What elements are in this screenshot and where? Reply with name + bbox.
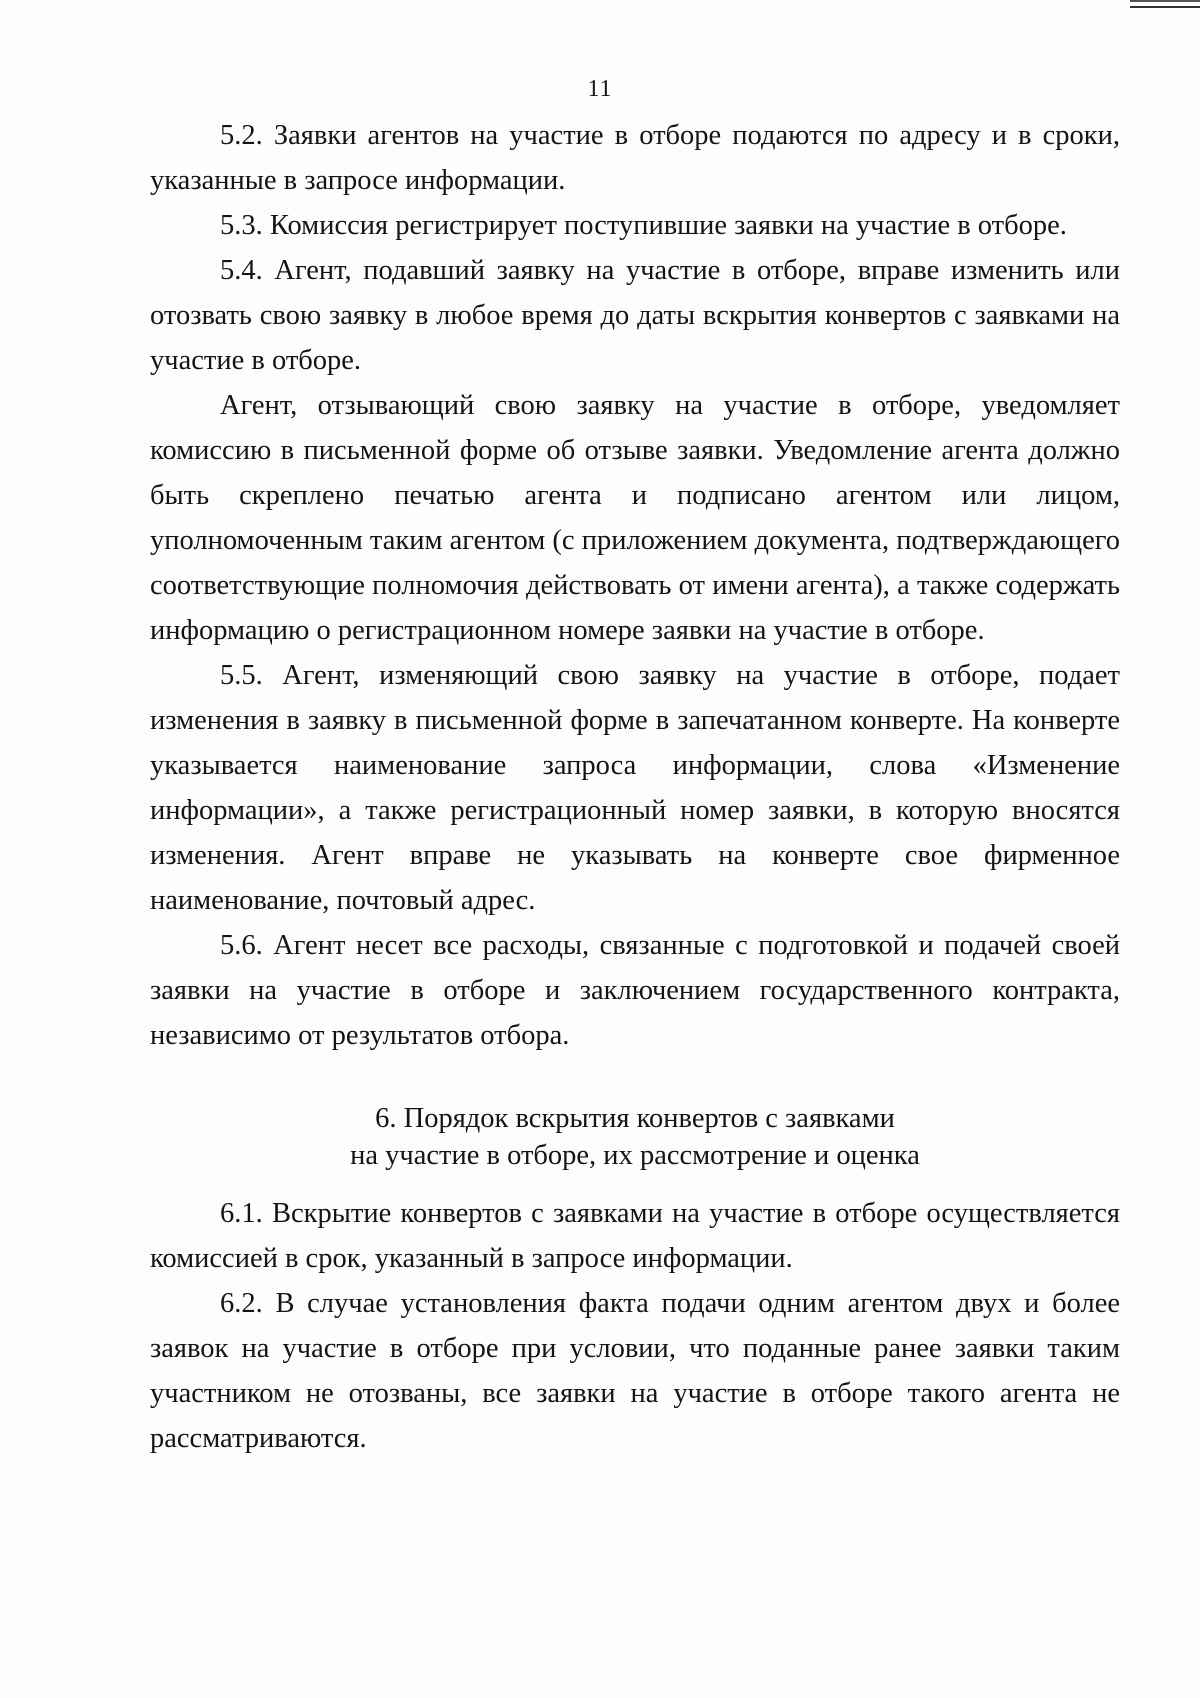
section-heading (150, 1100, 1120, 1174)
section-heading-line-2: на участие в отборе, их рассмотрение и оценка (350, 1140, 920, 1171)
paragraph-6-2: 6.2. В случае установления факта подачи одним агентом двух и более заявок на участие в отборе при условии, что поданные ранее заявки таким участником не отозваны, все заявки на участие в отборе такого агента не рассматриваются. (150, 1288, 1120, 1454)
paragraph-5-6: 5.6. Агент несет все расходы, связанные с подготовкой и подачей своей заявки на участие в отборе и заключением государственного контракта, независимо от результатов отбора. (150, 930, 1120, 1051)
paragraph-6-1: 6.1. Вскрытие конвертов с заявками на участие в отборе осуществляется комиссией в срок, указанный в запросе информации. (150, 1198, 1120, 1274)
paragraph-5-4: 5.4. Агент, подавший заявку на участие в отборе, вправе изменить или отозвать свою заявку в любое время до даты вскрытия конвертов с заявками на участие в отборе. (150, 255, 1120, 376)
paragraph-withdrawal-notice: Агент, отзывающий свою заявку на участие в отборе, уведомляет комиссию в письменной форме об отзыве заявки. Уведомление агента должно быть скреплено печатью агента и подписано агентом или лицом, уполномоченным таким агентом (с приложением документа, подтверждающего соответствующие полномочия действовать от имени агента), а также содержать информацию о регистрационном номере заявки на участие в отборе. (150, 390, 1120, 646)
document-body (150, 113, 1120, 1461)
page-number: 11 (587, 76, 613, 102)
paragraph-5-2: 5.2. Заявки агентов на участие в отборе подаются по адресу и в сроки, указанные в запросе информации. (150, 120, 1120, 196)
paragraph-5-5: 5.5. Агент, изменяющий свою заявку на участие в отборе, подает изменения в заявку в письменной форме в запечатанном конверте. На конверте указывается наименование запроса информации, слова «Изменение информации», а также регистрационный номер заявки, в которую вносятся изменения. Агент вправе не указывать на конверте свое фирменное наименование, почтовый адрес. (150, 660, 1120, 916)
scan-edge-mark (1130, 0, 1200, 8)
paragraph-5-3: 5.3. Комиссия регистрирует поступившие заявки на участие в отборе. (220, 210, 1067, 241)
section-heading-line-1: 6. Порядок вскрытия конвертов с заявками (375, 1103, 895, 1134)
